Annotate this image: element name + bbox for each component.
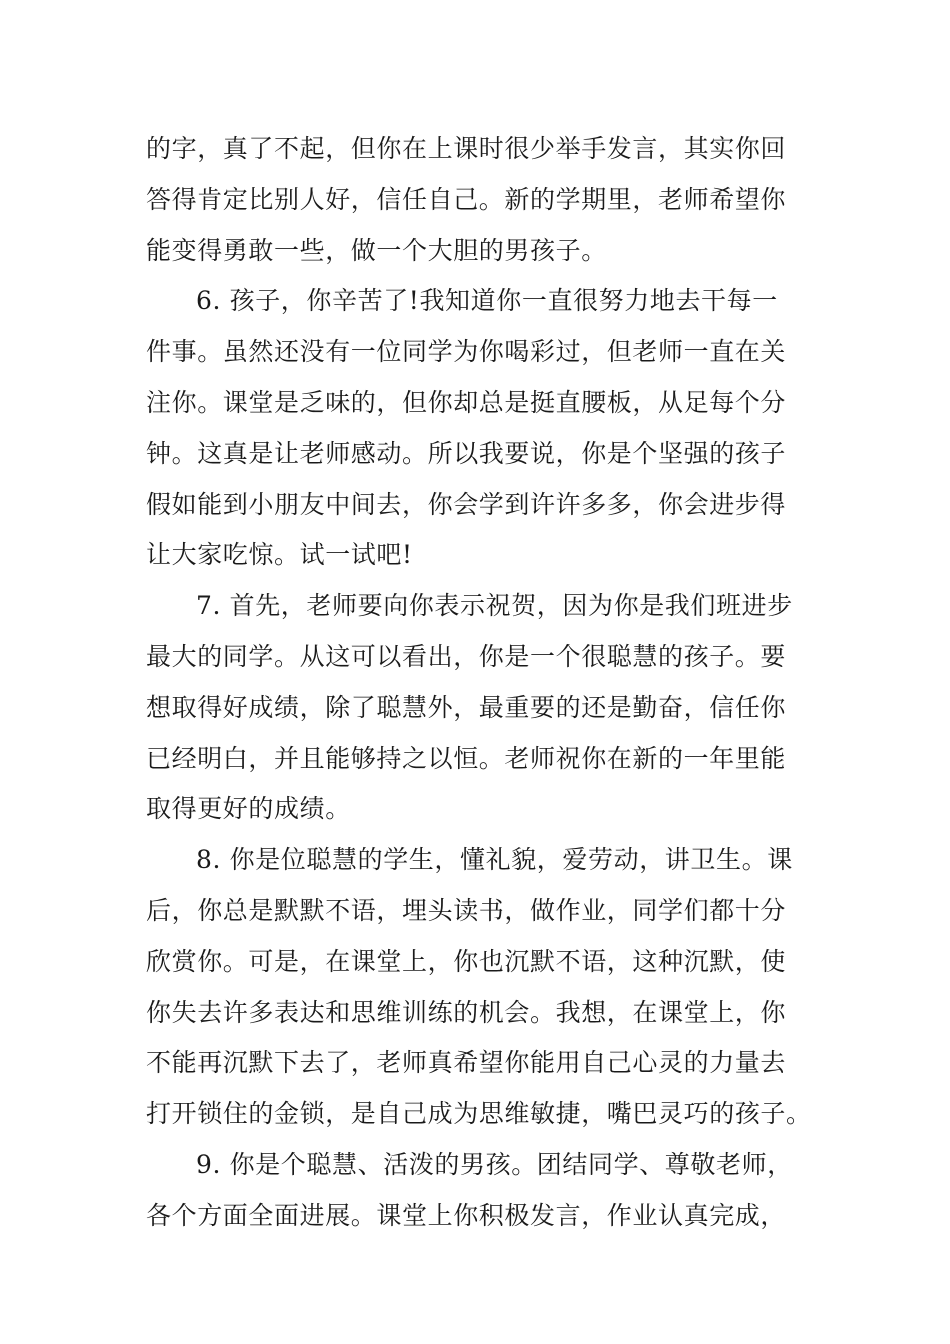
text-line: 打开锁住的金锁，是自己成为思维敏捷，嘴巴灵巧的孩子。 — [146, 1099, 812, 1129]
text-line: 你失去许多表达和思维训练的机会。我想，在课堂上，你 — [146, 997, 787, 1027]
text-line: 后，你总是默默不语，埋头读书，做作业，同学们都十分 — [146, 895, 787, 925]
text-line: 想取得好成绩，除了聪慧外，最重要的还是勤奋，信任你 — [146, 692, 787, 722]
paragraph-6-start: 6. 孩子，你辛苦了!我知道你一直很努力地去干每一 — [196, 286, 778, 316]
text-line: 取得更好的成绩。 — [146, 794, 351, 824]
body-text — [146, 124, 812, 1242]
paragraph-9-start: 9. 你是个聪慧、活泼的男孩。团结同学、尊敬老师， — [196, 1149, 793, 1179]
paragraph-8-start: 8. 你是位聪慧的学生，懂礼貌，爱劳动，讲卫生。课 — [196, 845, 793, 875]
text-line: 各个方面全面进展。课堂上你积极发言，作业认真完成， — [146, 1200, 787, 1230]
text-line: 让大家吃惊。试一试吧! — [146, 540, 413, 570]
text-line: 钟。这真是让老师感动。所以我要说，你是个坚强的孩子 — [146, 438, 787, 468]
text-line: 答得肯定比别人好，信任自己。新的学期里，老师希望你 — [146, 184, 787, 214]
text-line: 能变得勇敢一些，做一个大胆的男孩子。 — [146, 235, 607, 265]
text-line: 已经明白，并且能够持之以恒。老师祝你在新的一年里能 — [146, 743, 787, 773]
text-line: 注你。课堂是乏味的，但你却总是挺直腰板，从足每个分 — [146, 387, 787, 417]
text-line: 假如能到小朋友中间去，你会学到许许多多，你会进步得 — [146, 489, 787, 519]
text-line: 欣赏你。可是，在课堂上，你也沉默不语，这种沉默，使 — [146, 946, 787, 976]
text-line: 不能再沉默下去了，老师真希望你能用自己心灵的力量去 — [146, 1048, 787, 1078]
paragraph-7-start: 7. 首先，老师要向你表示祝贺，因为你是我们班进步 — [196, 591, 793, 621]
text-line: 最大的同学。从这可以看出，你是一个很聪慧的孩子。要 — [146, 641, 787, 671]
text-line: 件事。虽然还没有一位同学为你喝彩过，但老师一直在关 — [146, 337, 787, 367]
text-line: 的字，真了不起，但你在上课时很少举手发言，其实你回 — [146, 134, 787, 163]
